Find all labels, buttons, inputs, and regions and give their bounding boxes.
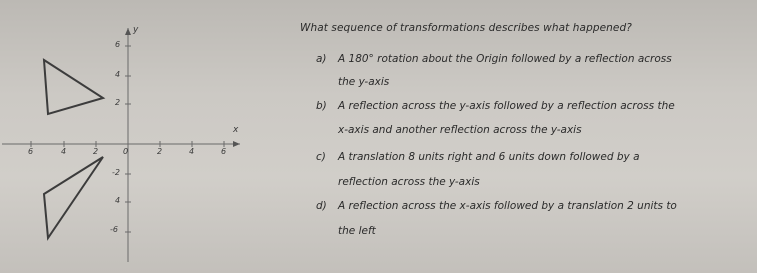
coordinate-graph (0, 0, 300, 273)
triangle-upper (44, 60, 103, 114)
graph-canvas (0, 0, 300, 273)
option-c-text: A translation 8 units right and 6 units down followed by a (338, 151, 640, 163)
option-b-text-cont: x-axis and another reflection across the y-axis (338, 124, 582, 136)
y-tick-label: -6 (110, 225, 118, 234)
x-tick-label: 4 (61, 147, 67, 156)
question-prompt: What sequence of transformations describes what happened? (300, 22, 632, 34)
y-tick-label: 2 (115, 98, 121, 107)
option-c-letter: c) (316, 151, 326, 163)
y-axis-label: y (133, 25, 139, 35)
x-tick-label: 6 (28, 147, 34, 156)
x-axis-label: x (233, 125, 239, 135)
option-b-letter: b) (316, 100, 327, 112)
y-tick-label: 4 (115, 70, 121, 79)
option-d-letter: d) (316, 200, 327, 212)
x-tick-label: 0 (123, 147, 129, 156)
x-tick-label: 6 (221, 147, 227, 156)
option-d-text: A reflection across the x-axis followed by a translation 2 units to (338, 200, 677, 212)
y-axis-arrow-icon (125, 28, 131, 35)
x-axis-arrow-icon (233, 141, 240, 147)
triangle-lower (44, 157, 103, 238)
option-a-text-cont: the y-axis (338, 76, 390, 88)
x-tick-label: 2 (157, 147, 163, 156)
option-a-letter: a) (316, 53, 327, 65)
y-tick-label: 4 (115, 196, 121, 205)
option-c-text-cont: reflection across the y-axis (338, 176, 480, 188)
y-tick-label: 6 (115, 40, 121, 49)
x-tick-label: 4 (189, 147, 195, 156)
option-d-text-cont: the left (338, 225, 376, 237)
option-a-text: A 180° rotation about the Origin followed by a reflection across (338, 53, 672, 65)
y-tick-label: -2 (112, 168, 120, 177)
x-tick-label: 2 (93, 147, 99, 156)
option-b-text: A reflection across the y-axis followed by a reflection across the (338, 100, 675, 112)
